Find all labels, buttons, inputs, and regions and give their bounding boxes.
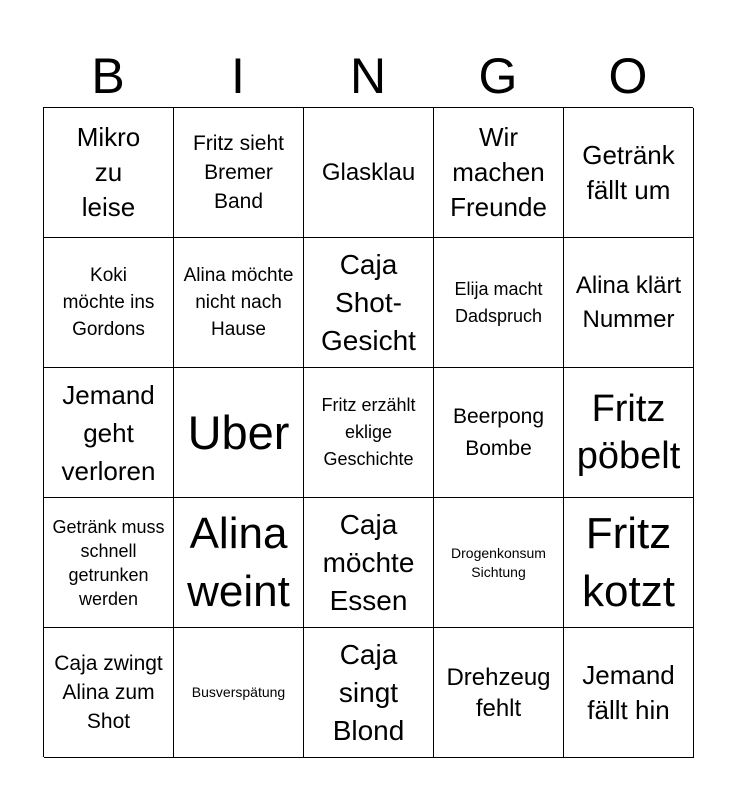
header-letter-i: I [231, 48, 245, 104]
header-letter-g: G [478, 48, 518, 104]
bingo-cell-text: Caja Shot-Gesicht [321, 248, 416, 356]
bingo-cell[interactable] [434, 108, 564, 238]
bingo-cell-text: Fritz kotzt [582, 508, 675, 616]
bingo-cell-text: Jemand geht verloren [61, 379, 156, 486]
bingo-cell-text: Alina möchte nicht nach Hause [183, 265, 294, 340]
header-letter-b: B [91, 48, 125, 104]
bingo-cell[interactable] [304, 368, 434, 498]
bingo-cell[interactable] [434, 628, 564, 758]
bingo-cell-text: Caja zwingt Alina zum Shot [54, 652, 163, 733]
bingo-cell[interactable] [434, 498, 564, 628]
header-letter-o: O [608, 48, 648, 104]
bingo-cell-text: Mikro zu leise [76, 122, 141, 222]
bingo-cell[interactable] [304, 108, 434, 238]
bingo-cell-text: Koki möchte ins Gordons [62, 265, 155, 340]
bingo-cell[interactable] [174, 238, 304, 368]
bingo-cell[interactable] [44, 368, 174, 498]
bingo-cell-text: Fritz sieht Bremer Band [192, 132, 284, 213]
header-letter-n: N [349, 48, 387, 104]
bingo-cell-text: Caja singt Blond [332, 638, 405, 746]
bingo-cell-text: Alina weint [187, 508, 290, 616]
bingo-cell[interactable] [174, 368, 304, 498]
bingo-cell-text: Getränk muss schnell getrunken werden [52, 516, 165, 609]
bingo-cell-text: Wir machen Freunde [450, 122, 547, 222]
bingo-cell[interactable] [44, 498, 174, 628]
bingo-cell-text: Fritz pöbelt [576, 387, 681, 477]
bingo-cell[interactable] [564, 368, 694, 498]
bingo-cell[interactable] [434, 238, 564, 368]
bingo-cell-text: Fritz erzählt eklige Geschichte [321, 395, 416, 469]
bingo-cell[interactable] [304, 498, 434, 628]
bingo-cell[interactable] [564, 108, 694, 238]
bingo-cell[interactable] [434, 368, 564, 498]
bingo-cell[interactable] [44, 238, 174, 368]
bingo-cell[interactable] [174, 628, 304, 758]
bingo-cell-text: Drogenkonsum Sichtung [451, 544, 546, 580]
bingo-cell[interactable] [44, 108, 174, 238]
bingo-cell-text: Uber [187, 405, 290, 459]
bingo-cell-text: Caja möchte Essen [322, 508, 415, 616]
bingo-cell-text: Beerpong Bombe [452, 404, 545, 460]
bingo-cell[interactable] [564, 238, 694, 368]
bingo-cell-text: Elija macht Dadspruch [454, 278, 543, 326]
bingo-cell[interactable] [304, 238, 434, 368]
bingo-cell[interactable] [304, 628, 434, 758]
bingo-cell[interactable] [564, 628, 694, 758]
bingo-cell-text: Getränk fällt um [582, 139, 675, 205]
bingo-cell-text: Glasklau [321, 159, 416, 186]
bingo-cell-text: Alina klärt Nummer [575, 271, 682, 333]
bingo-cell[interactable] [174, 498, 304, 628]
bingo-cell[interactable] [174, 108, 304, 238]
bingo-header [43, 48, 693, 104]
bingo-card-grid [43, 107, 693, 757]
bingo-cell-text: Busverspätung [191, 684, 286, 700]
bingo-cell[interactable] [44, 628, 174, 758]
bingo-cell-text: Jemand fällt hin [582, 659, 675, 725]
bingo-cell[interactable] [564, 498, 694, 628]
bingo-cell-text: Drehzeug fehlt [446, 663, 551, 722]
